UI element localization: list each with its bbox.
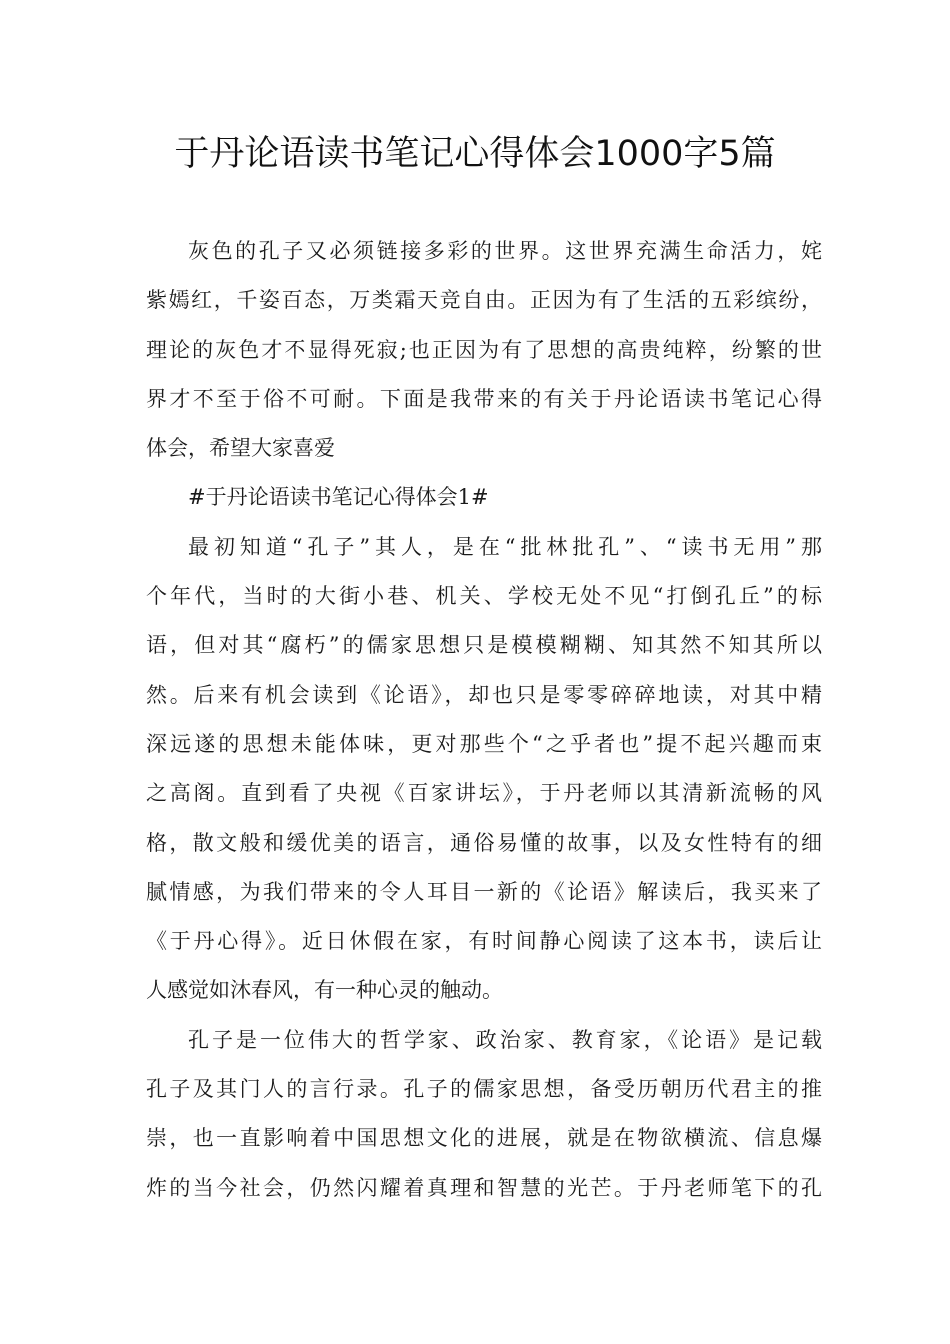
document-title: 于丹论语读书笔记心得体会1000字5篇 xyxy=(174,134,776,174)
section-heading-text: #于丹论语读书笔记心得体会1# xyxy=(188,485,489,510)
paragraph-line: 个年代，当时的大街小巷、机关、学校无处不见“打倒孔丘”的标 xyxy=(146,584,822,609)
paragraph-line: 孔子及其门人的言行录。孔子的儒家思想，备受历朝历代君主的推 xyxy=(146,1077,822,1102)
paragraph-first-encounter xyxy=(146,523,822,1016)
paragraph-line: 《于丹心得》。近日休假在家，有时间静心阅读了这本书，读后让 xyxy=(146,929,822,954)
paragraph-line: 深远遂的思想未能体味，更对那些个“之乎者也”提不起兴趣而束 xyxy=(146,731,822,756)
document-body xyxy=(146,227,822,1213)
paragraph-line: 格，散文般和缓优美的语言，通俗易懂的故事，以及女性特有的细 xyxy=(146,830,822,855)
paragraph-line: 腻情感，为我们带来的令人耳目一新的《论语》解读后，我买来了 xyxy=(146,879,822,904)
paragraph-confucius xyxy=(146,1016,822,1213)
paragraph-line: 之高阁。直到看了央视《百家讲坛》，于丹老师以其清新流畅的风 xyxy=(146,781,822,806)
paragraph-line: 体会，希望大家喜爱 xyxy=(146,436,335,461)
paragraph-line: 孔子是一位伟大的哲学家、政治家、教育家，《论语》是记载 xyxy=(188,1027,822,1052)
paragraph-line: 炸的当今社会，仍然闪耀着真理和智慧的光芒。于丹老师笔下的孔 xyxy=(146,1175,822,1200)
paragraph-line: 理论的灰色才不显得死寂;也正因为有了思想的高贵纯粹，纷繁的世 xyxy=(146,337,822,362)
section-heading-1 xyxy=(146,473,822,522)
paragraph-line: 崇，也一直影响着中国思想文化的进展，就是在物欲横流、信息爆 xyxy=(146,1126,822,1151)
paragraph-line: 界才不至于俗不可耐。下面是我带来的有关于丹论语读书笔记心得 xyxy=(146,386,822,411)
paragraph-line: 人感觉如沐春风，有一种心灵的触动。 xyxy=(146,978,503,1003)
paragraph-line: 灰色的孔子又必须链接多彩的世界。这世界充满生命活力，姹 xyxy=(188,239,822,263)
paragraph-line: 语，但对其“腐朽”的儒家思想只是模模糊糊、知其然不知其所以 xyxy=(146,633,822,658)
paragraph-line: 紫嫣红，千姿百态，万类霜天竞自由。正因为有了生活的五彩缤纷， xyxy=(146,288,822,313)
paragraph-line: 最初知道“孔子”其人，是在“批林批孔”、“读书无用”那 xyxy=(188,534,822,559)
paragraph-intro xyxy=(146,227,822,473)
paragraph-line: 然。后来有机会读到《论语》，却也只是零零碎碎地读，对其中精 xyxy=(146,682,822,707)
